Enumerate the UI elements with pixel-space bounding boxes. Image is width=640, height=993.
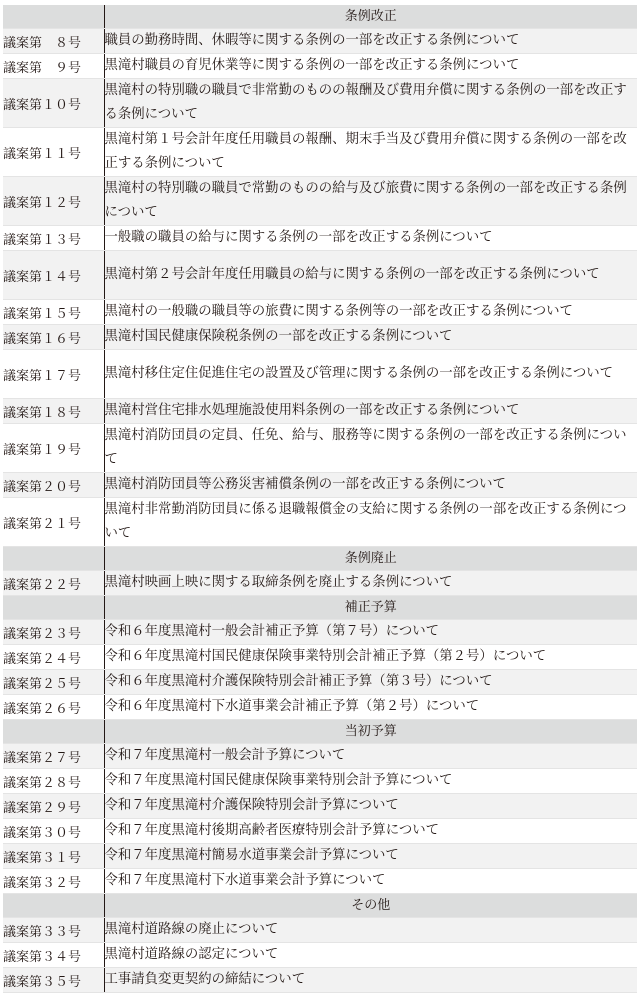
bill-number: 議案第１３号 [3,226,104,251]
bill-number: 議案第２３号 [3,620,104,645]
table-row [3,670,637,695]
table-row [3,571,637,596]
bill-number: 議案第２０号 [3,473,104,498]
bill-number: 議案第３３号 [3,918,104,943]
bill-title: 黒滝村営住宅排水処理施設使用料条例の一部を改正する条例について [104,399,637,424]
section-header-spacer [3,894,104,918]
table-row [3,300,637,325]
bill-title: 黒滝村道路線の認定について [104,943,637,968]
bill-title: 黒滝村映画上映に関する取締条例を廃止する条例について [104,571,637,596]
table-row [3,251,637,300]
bill-number: 議案第２２号 [3,571,104,596]
section-header-spacer [3,720,104,744]
section-header [3,720,637,744]
table-row [3,769,637,794]
table-row [3,744,637,769]
table-row [3,226,637,251]
bill-title: 令和６年度黒滝村介護保険特別会計補正予算（第３号）について [104,670,637,695]
bill-number: 議案第１８号 [3,399,104,424]
bill-number: 議案第３４号 [3,943,104,968]
bill-title: 令和７年度黒滝村後期高齢者医療特別会計予算について [104,819,637,844]
table-row [3,498,637,547]
bill-number: 議案第１５号 [3,300,104,325]
bill-title: 令和６年度黒滝村一般会計補正予算（第７号）について [104,620,637,645]
bill-number: 議案第２７号 [3,744,104,769]
section-header-spacer [3,547,104,571]
bill-number: 議案第３２号 [3,869,104,894]
bill-title: 黒滝村消防団員等公務災害補償条例の一部を改正する条例について [104,473,637,498]
bill-title: 黒滝村の一般職の職員等の旅費に関する条例等の一部を改正する条例について [104,300,637,325]
table-row [3,325,637,350]
table-row [3,645,637,670]
bill-title: 黒滝村第１号会計年度任用職員の報酬、期末手当及び費用弁償に関する条例の一部を改正する条例について [104,128,637,177]
section-header [3,894,637,918]
section-heading: 条例改正 [104,5,637,29]
bill-number: 議案第２４号 [3,645,104,670]
section-heading: 条例廃止 [104,547,637,571]
bill-number: 議案第１０号 [3,79,104,128]
bill-title: 職員の勤務時間、休暇等に関する条例の一部を改正する条例について [104,29,637,54]
bill-number: 議案第３５号 [3,968,104,993]
bill-title: 令和７年度黒滝村簡易水道事業会計予算について [104,844,637,869]
bill-title: 黒滝村移住定住促進住宅の設置及び管理に関する条例の一部を改正する条例について [104,350,637,399]
table-row [3,794,637,819]
bill-title: 黒滝村職員の育児休業等に関する条例の一部を改正する条例について [104,54,637,79]
table-row [3,399,637,424]
table-row [3,29,637,54]
table-row [3,918,637,943]
agenda-body [3,5,637,993]
table-row [3,620,637,645]
bill-number: 議案第２８号 [3,769,104,794]
table-row [3,424,637,473]
bill-title: 令和６年度黒滝村国民健康保険事業特別会計補正予算（第２号）について [104,645,637,670]
table-row [3,869,637,894]
agenda-table [3,5,637,993]
bill-number: 議案第１２号 [3,177,104,226]
table-row [3,350,637,399]
table-row [3,54,637,79]
table-row [3,473,637,498]
bill-number: 議案第１６号 [3,325,104,350]
table-row [3,128,637,177]
section-heading: その他 [104,894,637,918]
bill-number: 議案第１９号 [3,424,104,473]
section-heading: 当初予算 [104,720,637,744]
table-row [3,943,637,968]
section-heading: 補正予算 [104,596,637,620]
bill-number: 議案第１１号 [3,128,104,177]
bill-title: 黒滝村の特別職の職員で非常勤のものの報酬及び費用弁償に関する条例の一部を改正する条例について [104,79,637,128]
bill-title: 令和６年度黒滝村下水道事業会計補正予算（第２号）について [104,695,637,720]
table-row [3,819,637,844]
bill-number: 議案第 ８号 [3,29,104,54]
table-row [3,844,637,869]
bill-title: 黒滝村消防団員の定員、任免、給与、服務等に関する条例の一部を改正する条例について [104,424,637,473]
bill-number: 議案第１７号 [3,350,104,399]
bill-title: 令和７年度黒滝村国民健康保険事業特別会計予算について [104,769,637,794]
table-row [3,79,637,128]
bill-title: 黒滝村第２号会計年度任用職員の給与に関する条例の一部を改正する条例について [104,251,637,300]
section-header-spacer [3,5,104,29]
section-header [3,596,637,620]
bill-title: 黒滝村道路線の廃止について [104,918,637,943]
bill-number: 議案第 ９号 [3,54,104,79]
bill-number: 議案第２９号 [3,794,104,819]
bill-number: 議案第２６号 [3,695,104,720]
section-header [3,5,637,29]
bill-title: 工事請負変更契約の締結について [104,968,637,993]
bill-number: 議案第２５号 [3,670,104,695]
bill-title: 黒滝村の特別職の職員で常勤のものの給与及び旅費に関する条例の一部を改正する条例について [104,177,637,226]
table-row [3,695,637,720]
bill-title: 令和７年度黒滝村下水道事業会計予算について [104,869,637,894]
section-header [3,547,637,571]
table-row [3,968,637,993]
table-row [3,177,637,226]
bill-number: 議案第３１号 [3,844,104,869]
bill-title: 令和７年度黒滝村一般会計予算について [104,744,637,769]
bill-number: 議案第３０号 [3,819,104,844]
bill-title: 黒滝村国民健康保険税条例の一部を改正する条例について [104,325,637,350]
bill-number: 議案第１４号 [3,251,104,300]
bill-title: 黒滝村非常勤消防団員に係る退職報償金の支給に関する条例の一部を改正する条例について [104,498,637,547]
bill-title: 一般職の職員の給与に関する条例の一部を改正する条例について [104,226,637,251]
section-header-spacer [3,596,104,620]
bill-title: 令和７年度黒滝村介護保険特別会計予算について [104,794,637,819]
bill-number: 議案第２１号 [3,498,104,547]
